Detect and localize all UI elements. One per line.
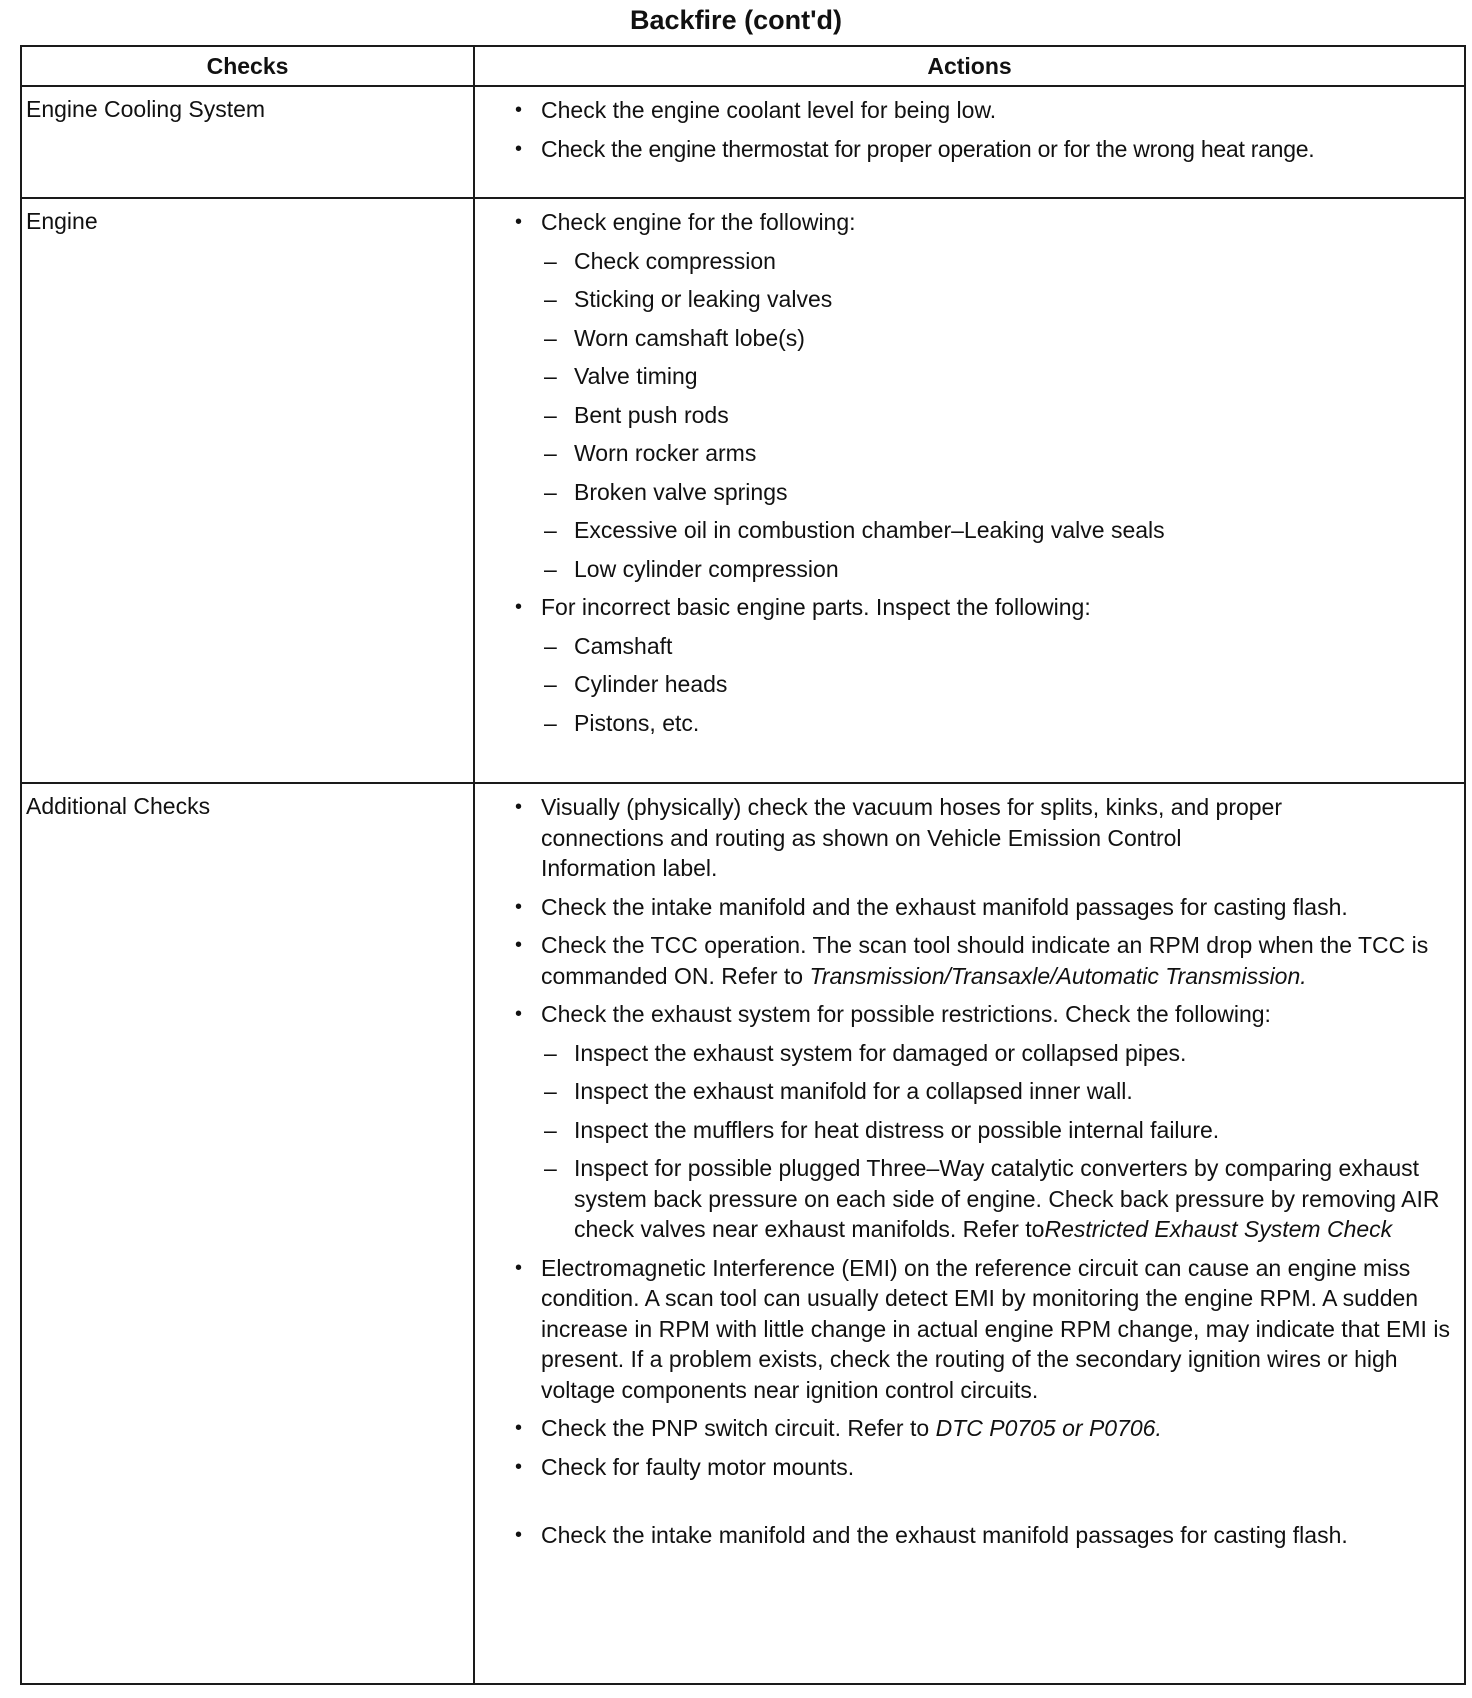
sub-list-item (541, 1153, 1450, 1245)
list-item (511, 1413, 1450, 1444)
bullet-text: Check the PNP switch circuit. Refer to (541, 1415, 936, 1441)
checks-column-header: Checks (21, 46, 474, 86)
sub-list-item: – Valve timing (541, 361, 1450, 392)
bullet-text: Check the exhaust system for possible restrictions. Check the following: (541, 1001, 1271, 1027)
check-engine-cooling-system: Engine Cooling System (21, 86, 474, 198)
reference-link-restricted-exhaust: Restricted Exhaust System Check (1044, 1216, 1393, 1242)
actions-additional-checks (474, 783, 1465, 1684)
bullet-text: Check the TCC operation. The scan tool should indicate an RPM drop when the TCC is commanded ON. Refer to (541, 932, 1429, 989)
list-item (511, 999, 1450, 1245)
actions-engine (474, 198, 1465, 783)
actions-column-header: Actions (474, 46, 1465, 86)
list-item: • Electromagnetic Interference (EMI) on the reference circuit can cause an engine miss condition. A scan tool can usually detect EMI by monitoring the engine RPM. A sudden increase in RPM with little change in actual engine RPM change, may indicate that EMI is present. If a problem exists, check the routing of the secondary ignition wires or high voltage components near ignition control circuits. (511, 1253, 1450, 1406)
sub-list-item: – Inspect the mufflers for heat distress or possible internal failure. (541, 1115, 1450, 1146)
sub-list-item: – Cylinder heads (541, 669, 1450, 700)
table-row-engine (21, 198, 1465, 783)
sub-list-item: – Check compression (541, 246, 1450, 277)
reference-link-dtc: DTC P0705 or P0706. (935, 1415, 1162, 1441)
list-item: • Check the intake manifold and the exhaust manifold passages for casting flash. (511, 1520, 1450, 1551)
list-item (511, 592, 1450, 738)
actions-engine-cooling-system (474, 86, 1465, 198)
list-item (511, 207, 1450, 584)
sub-list-item: – Inspect the exhaust manifold for a collapsed inner wall. (541, 1076, 1450, 1107)
list-item: • Visually (physically) check the vacuum hoses for splits, kinks, and proper connections and routing as shown on Vehicle Emission Control Information label. (511, 792, 1450, 884)
sub-list-item: – Worn rocker arms (541, 438, 1450, 469)
table-row-additional-checks (21, 783, 1465, 1684)
sub-item-text: Inspect for possible plugged Three–Way catalytic converters by comparing exhaust system back pressure on each side of engine. Check back pressure by removing AIR check valves near exhaust manifolds. Refer to (574, 1155, 1440, 1242)
bullet-text: For incorrect basic engine parts. Inspect the following: (541, 594, 1091, 620)
list-item: • Check for faulty motor mounts. (511, 1452, 1450, 1483)
list-item: • Check the engine coolant level for being low. (511, 95, 1450, 126)
sub-list-item: – Excessive oil in combustion chamber–Leaking valve seals (541, 515, 1450, 546)
table-row-engine-cooling (21, 86, 1465, 198)
sub-list-item: – Pistons, etc. (541, 708, 1450, 739)
sub-list-item: – Inspect the exhaust system for damaged or collapsed pipes. (541, 1038, 1450, 1069)
bullet-text: Check engine for the following: (541, 209, 856, 235)
list-item (511, 930, 1450, 991)
check-additional-checks: Additional Checks (21, 783, 474, 1684)
checks-actions-table (20, 45, 1466, 1685)
reference-link-transmission: Transmission/Transaxle/Automatic Transmission. (809, 962, 1307, 989)
sub-list-item: – Camshaft (541, 631, 1450, 662)
sub-list-item: – Broken valve springs (541, 477, 1450, 508)
sub-list-item: – Worn camshaft lobe(s) (541, 323, 1450, 354)
list-item: • Check the intake manifold and the exhaust manifold passages for casting flash. (511, 892, 1450, 923)
check-engine: Engine (21, 198, 474, 783)
page-title: Backfire (cont'd) (630, 5, 842, 35)
sub-list-item: – Bent push rods (541, 400, 1450, 431)
sub-list-item: – Sticking or leaking valves (541, 284, 1450, 315)
list-item: • Check the engine thermostat for proper operation or for the wrong heat range. (511, 134, 1450, 165)
table-header-row (21, 46, 1465, 86)
sub-list-item: – Low cylinder compression (541, 554, 1450, 585)
